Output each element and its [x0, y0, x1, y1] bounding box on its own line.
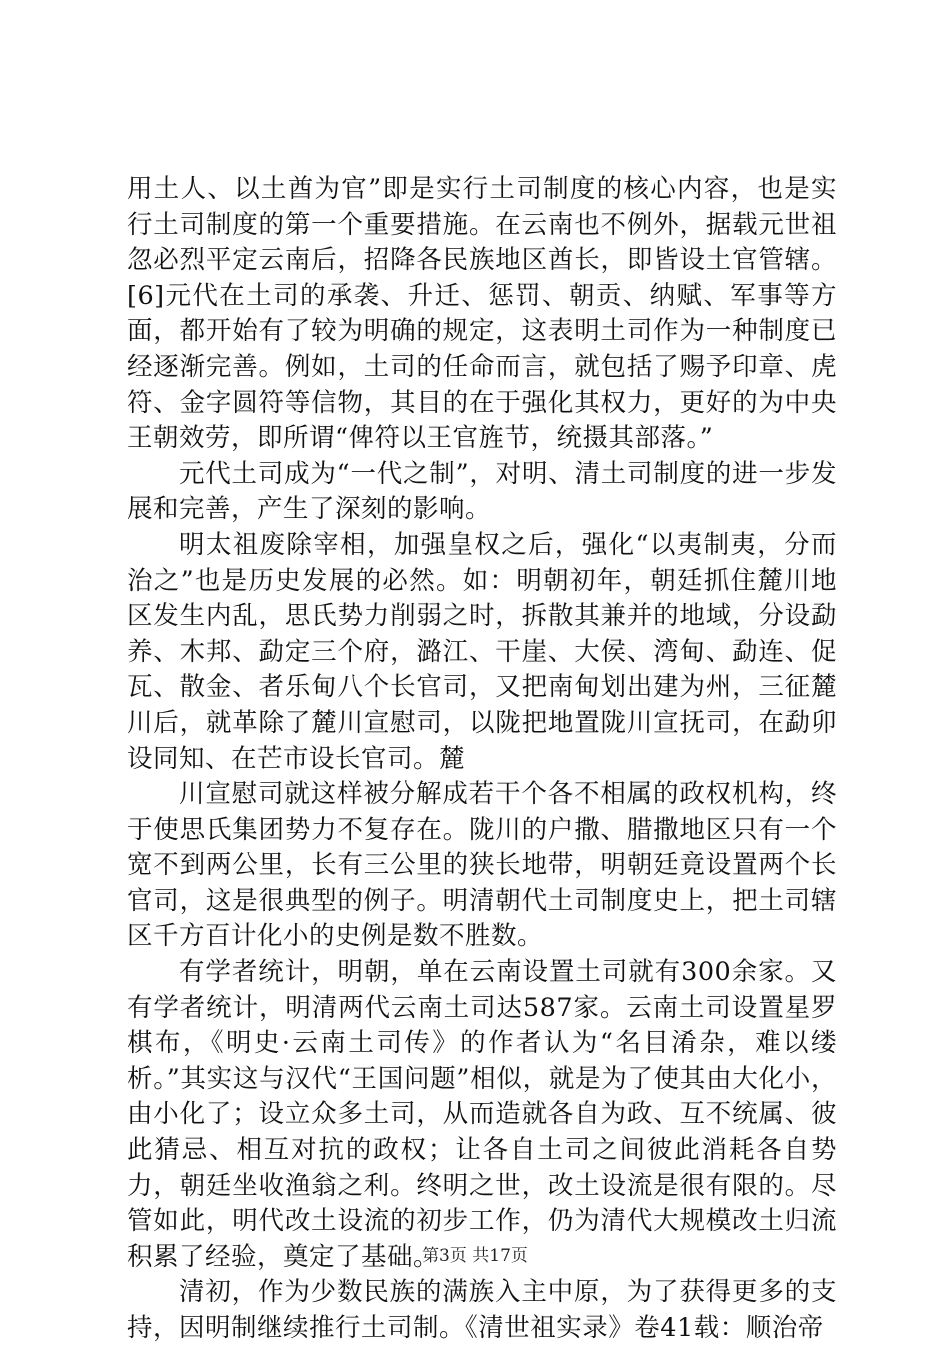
paragraph-3: 明太祖废除宰相，加强皇权之后，强化“以夷制夷，分而治之”也是历史发展的必然。如：明朝初年，朝廷抓住麓川地区发生内乱，思氏势力削弱之时，拆散其兼并的地域，分设勐养、木邦、勐定三个府，潞江、干崖、大侯、湾甸、勐连、促瓦、散金、者乐甸八个长官司，又把南甸划出建为州，三征麓川后，就革除了麓川宣慰司，以陇把地置陇川宣抚司，在勐卯设同知、在芒市设长官司。麓	[127, 529, 837, 774]
body-text	[127, 172, 837, 1347]
paragraph-1: 用土人、以土酋为官”即是实行土司制度的核心内容，也是实行土司制度的第一个重要措施。在云南也不例外，据载元世祖忽必烈平定云南后，招降各民族地区酋长，即皆设土官管辖。[6]元代在土司的承袭、升迁、惩罚、朝贡、纳赋、军事等方面，都开始有了较为明确的规定，这表明土司作为一种制度已经逐渐完善。例如，土司的任命而言，就包括了赐予印章、虎符、金字圆符等信物，其目的在于强化其权力，更好的为中央王朝效劳，即所谓“俾符以王官旌节，统摄其部落。”	[127, 174, 837, 454]
paragraph-4: 川宣慰司就这样被分解成若干个各不相属的政权机构，终于使思氏集团势力不复存在。陇川的户撒、腊撒地区只有一个宽不到两公里，长有三公里的狭长地带，明朝廷竟设置两个长官司，这是很典型的例子。明清朝代土司制度史上，把土司辖区千方百计化小的史例是数不胜数。	[127, 779, 837, 952]
paragraph-2: 元代土司成为“一代之制”，对明、清土司制度的进一步发展和完善，产生了深刻的影响。	[127, 458, 837, 525]
paragraph-5: 有学者统计，明朝，单在云南设置土司就有300余家。又有学者统计，明清两代云南土司达587家。云南土司设置星罗棋布，《明史·云南土司传》的作者认为“名目淆杂，难以缕析。”其实这与汉代“王国问题”相似，就是为了使其由大化小，由小化了；设立众多土司，从而造就各自为政、互不统属、彼此猜忌、相互对抗的政权；让各自土司之间彼此消耗各自势力，朝廷坐收渔翁之利。终明之世，改土设流是很有限的。尽管如此，明代改土设流的初步工作，仍为清代大规模改土归流积累了经验，奠定了基础。	[127, 957, 837, 1272]
paragraph-6: 清初，作为少数民族的满族入主中原，为了获得更多的支持，因明制继续推行土司制。《清世祖实录》卷41载：顺治帝	[127, 1277, 837, 1343]
page-footer: 第3页 共17页	[422, 1246, 528, 1266]
